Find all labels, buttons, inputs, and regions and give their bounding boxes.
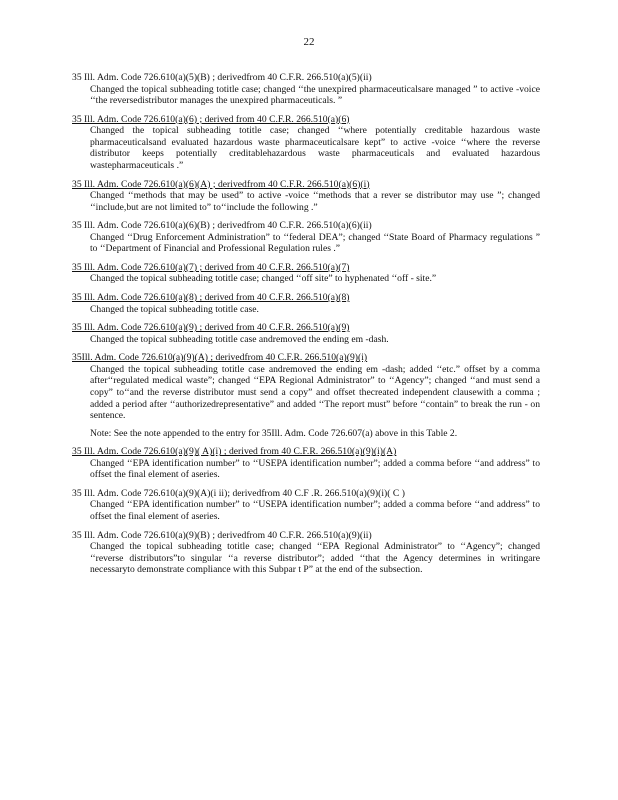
entry-text: Changed the topical subheading totitle case; changed ‘‘off site” to hyphenated ‘‘off - site.” — [90, 273, 437, 285]
entry-citation: 35 Ill. Adm. Code 726.610(a)(7) ; derived from 40 C.F.R. 266.510(a)(7) — [72, 261, 350, 273]
entry-citation: 35 Ill. Adm. Code 726.610(a)(8) ; derived from 40 C.F.R. 266.510(a)(8) — [72, 292, 350, 304]
entry-citation: 35Ill. Adm. Code 726.610(a)(9)(A) ; derivedfrom 40 C.F.R. 266.510(a)(9)(i) — [72, 352, 368, 364]
entry-citation: 35 Ill. Adm. Code 726.610(a)(5)(B) ; derivedfrom 40 C.F.R. 266.510(a)(5)(ii) — [72, 72, 372, 83]
entry-citation: 35 Ill. Adm. Code 726.610(a)(9)(A)(i ii); derivedfrom 40 C.F .R. 266.510(a)(9)(i)( C ) — [72, 487, 405, 499]
entry — [72, 488, 540, 523]
entry-text: Changed ‘‘EPA identification number” to ‘‘USEPA identification number”; added a comma before ‘‘and address” to offset the final element of aseries. — [90, 499, 540, 523]
entry-citation: 35 Ill. Adm. Code 726.610(a)(9)( A)(i) ; derived from 40 C.F.R. 266.510(a)(9)(i)(A) — [72, 446, 397, 458]
entries-list — [72, 72, 540, 583]
entry-text: Changed ‘‘methods that may be used” to active -voice ‘‘methods that a rever se distributor may use ”; changed ‘‘include,but are not limited to” to‘‘include the following .” — [90, 190, 540, 213]
entry-text: Changed the topical subheading totitle case; changed ‘‘EPA Regional Administrator” to ‘‘Agency”; changed ‘‘reverse distributors”to singular ‘‘a reverse distributor”; added ‘‘that the Agency determines in writingare necessaryto demonstrate compliance with this Subpar t P” at the end of the subsection. — [90, 541, 540, 576]
entry-citation: 35 Ill. Adm. Code 726.610(a)(9) ; derived from 40 C.F.R. 266.510(a)(9) — [72, 322, 350, 334]
entry — [72, 179, 540, 214]
entry-citation: 35 Ill. Adm. Code 726.610(a)(6)(A) ; derivedfrom 40 C.F.R. 266.510(a)(6)(i) — [72, 178, 370, 190]
entry-citation: 35 Ill. Adm. Code 726.610(a)(9)(B) ; derivedfrom 40 C.F.R. 266.510(a)(9)(ii) — [72, 529, 372, 541]
entry — [72, 322, 540, 345]
entry — [72, 530, 540, 576]
entry-text: Changed the topical subheading totitle case andremoved the ending em -dash. — [90, 333, 389, 345]
entry — [72, 446, 540, 481]
entry-citation: 35 Ill. Adm. Code 726.610(a)(6)(B) ; derivedfrom 40 C.F.R. 266.510(a)(6)(ii) — [72, 220, 372, 232]
entry — [72, 352, 540, 439]
entry — [72, 114, 540, 172]
entry-citation: 35 Ill. Adm. Code 726.610(a)(6) ; derived from 40 C.F.R. 266.510(a)(6) — [72, 113, 350, 125]
entry-text: Changed ‘‘EPA identification number” to ‘‘USEPA identification number”; added a comma before ‘‘and address” to offset the final element of aseries. — [90, 457, 540, 481]
page-number: 22 — [303, 36, 315, 48]
entry — [72, 262, 540, 285]
entry-text: Changed the topical subheading totitle case. — [90, 303, 259, 315]
entry-text: Changed the topical subheading totitle case; changed ‘‘where potentially creditable hazardous waste pharmaceuticalsand evaluated hazardous waste pharmaceuticalsare kept” to active -voice ‘‘where the reverse distributor keeps potentially creditablehazardous waste pharmaceuticals and evaluated hazardous wastepharmaceuticals .” — [90, 125, 540, 171]
entry-text: Changed the topical subheading totitle case; changed ‘‘the unexpired pharmaceuticalsare managed ” to active -voice ‘‘the reversedistributor manages the unexpired pharmaceuticals. ” — [90, 83, 540, 107]
entry — [72, 292, 540, 315]
entry — [72, 220, 540, 255]
entry — [72, 72, 540, 107]
entry-text: Changed the topical subheading totitle case andremoved the ending em -dash; added ‘‘etc.” offset by a comma after‘‘regulated medical waste”; changed ‘‘EPA Regional Administrator” to ‘‘Agency”; changed ‘‘and must send a copy” to‘‘and the reverse distributor must send a copy” and offset thecreated independent clausewith a comma ; added a period after ‘‘authorizedrepresentative” and added ‘‘The report must” before ‘‘contain” to break the run - on sentence. — [90, 363, 540, 422]
entry-text: Changed ‘‘Drug Enforcement Administration” to ‘‘federal DEA”; changed ‘‘State Board of Pharmacy regulations ” to ‘‘Department of Financial and Professional Regulation rules .” — [90, 231, 540, 255]
entry-note: Note: See the note appended to the entry for 35Ill. Adm. Code 726.607(a) above in this Table 2. — [90, 427, 458, 439]
